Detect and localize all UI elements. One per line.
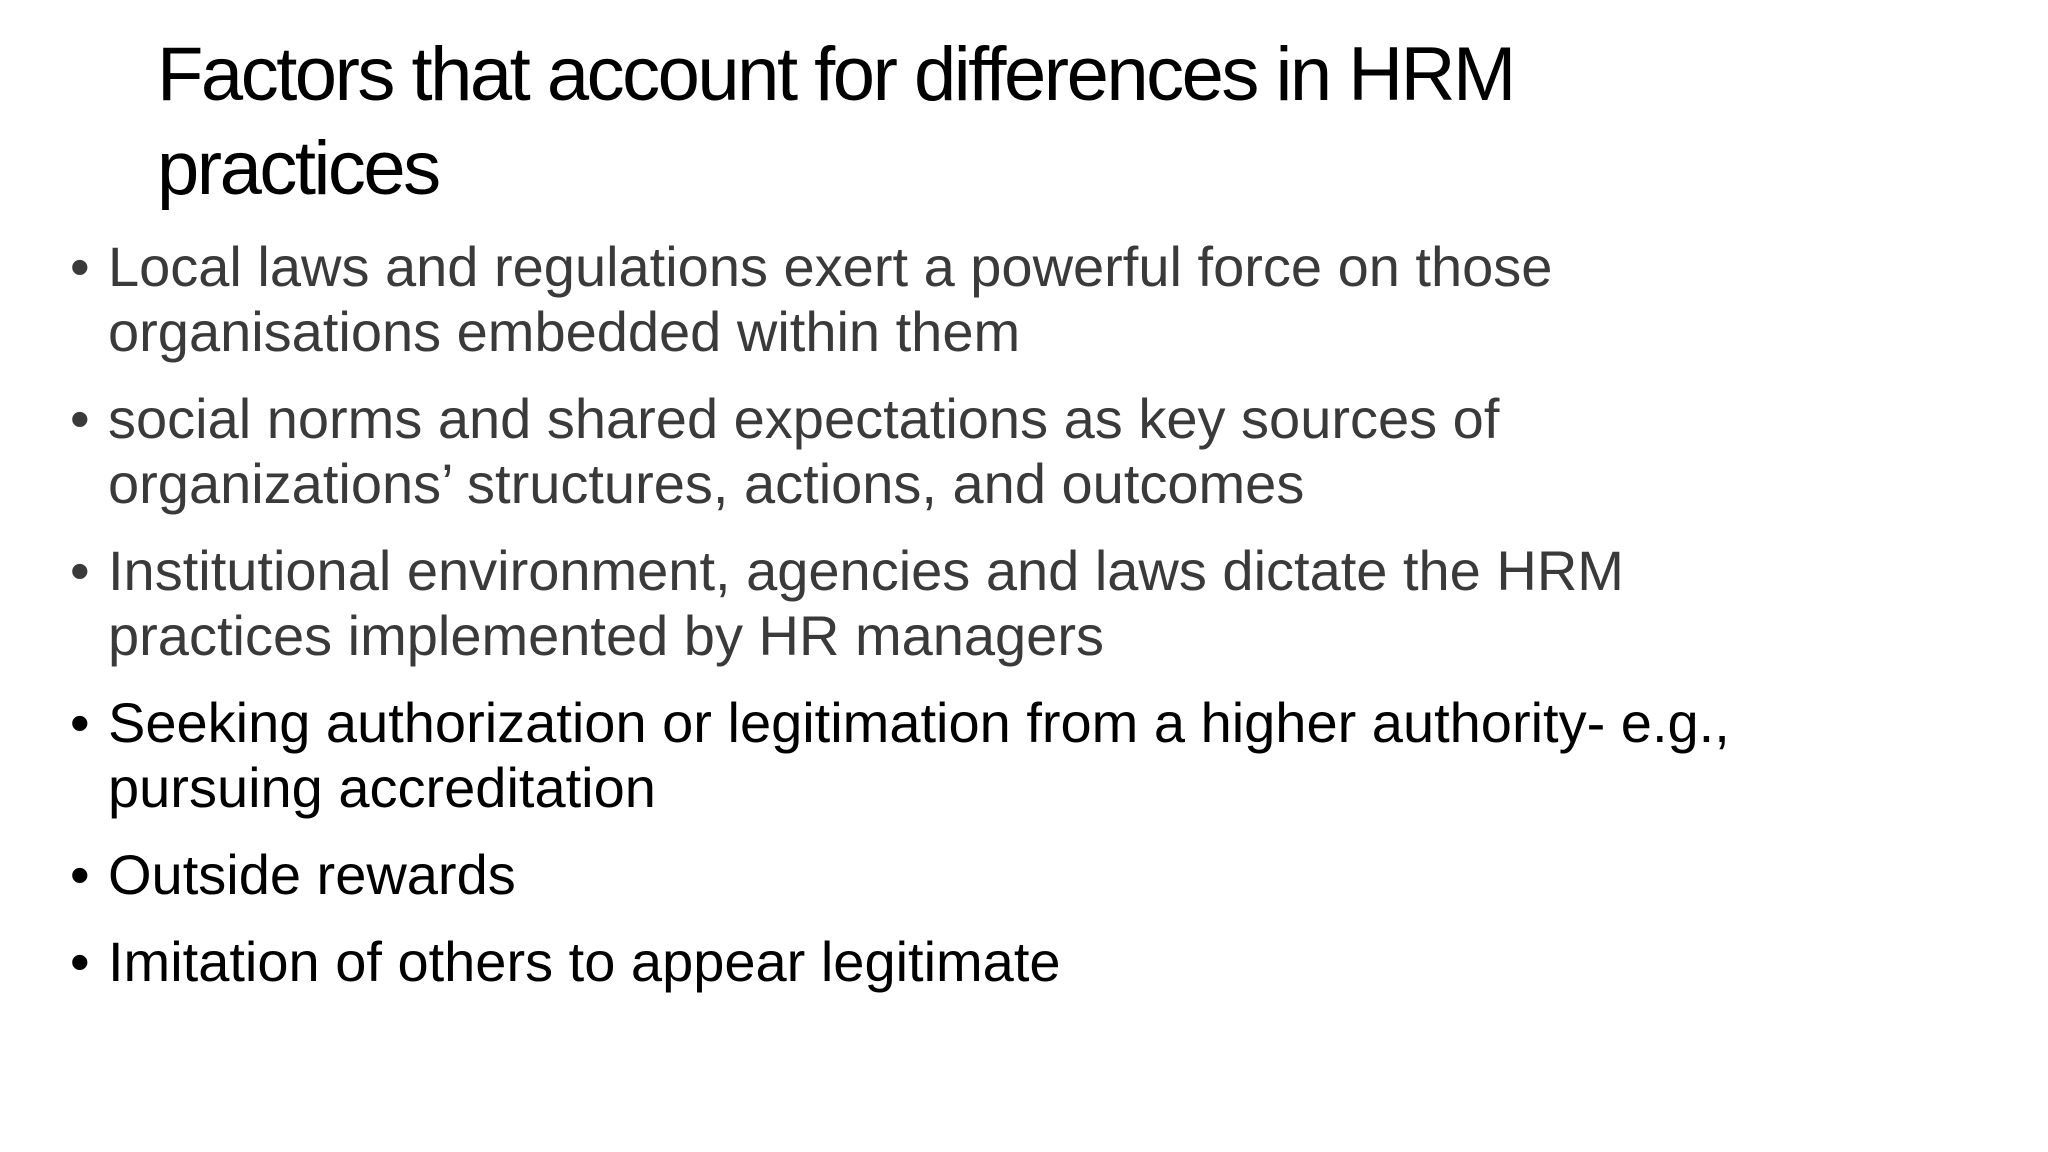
bullet-text: Institutional environment, agencies and laws dictate the HRM practices implemented by HR managers bbox=[108, 539, 1624, 667]
bullet-dot-icon: • bbox=[70, 930, 90, 993]
bullet-text: social norms and shared expectations as key sources of organizations’ structures, actions, and outcomes bbox=[108, 387, 1500, 515]
bullet-list bbox=[70, 234, 1970, 1016]
bullet-item-social-norms bbox=[70, 386, 1970, 516]
bullet-dot-icon: • bbox=[70, 843, 90, 906]
bullet-dot-icon: • bbox=[70, 387, 90, 450]
bullet-text: Imitation of others to appear legitimate bbox=[108, 930, 1061, 993]
bullet-text: Seeking authorization or legitimation from a higher authority- e.g., pursuing accreditation bbox=[108, 691, 1730, 819]
bullet-dot-icon: • bbox=[70, 691, 90, 754]
bullet-item-local-laws bbox=[70, 234, 1970, 364]
bullet-text: Local laws and regulations exert a powerful force on those organisations embedded within them bbox=[108, 235, 1553, 363]
bullet-dot-icon: • bbox=[70, 235, 90, 298]
bullet-dot-icon: • bbox=[70, 539, 90, 602]
bullet-text: Outside rewards bbox=[108, 843, 516, 906]
bullet-item-seeking-authorization bbox=[70, 690, 1970, 820]
bullet-item-imitation bbox=[70, 929, 1970, 994]
bullet-item-outside-rewards bbox=[70, 842, 1970, 907]
bullet-item-institutional-environment bbox=[70, 538, 1970, 668]
slide-title: Factors that account for differences in HRM practices bbox=[157, 32, 1514, 211]
